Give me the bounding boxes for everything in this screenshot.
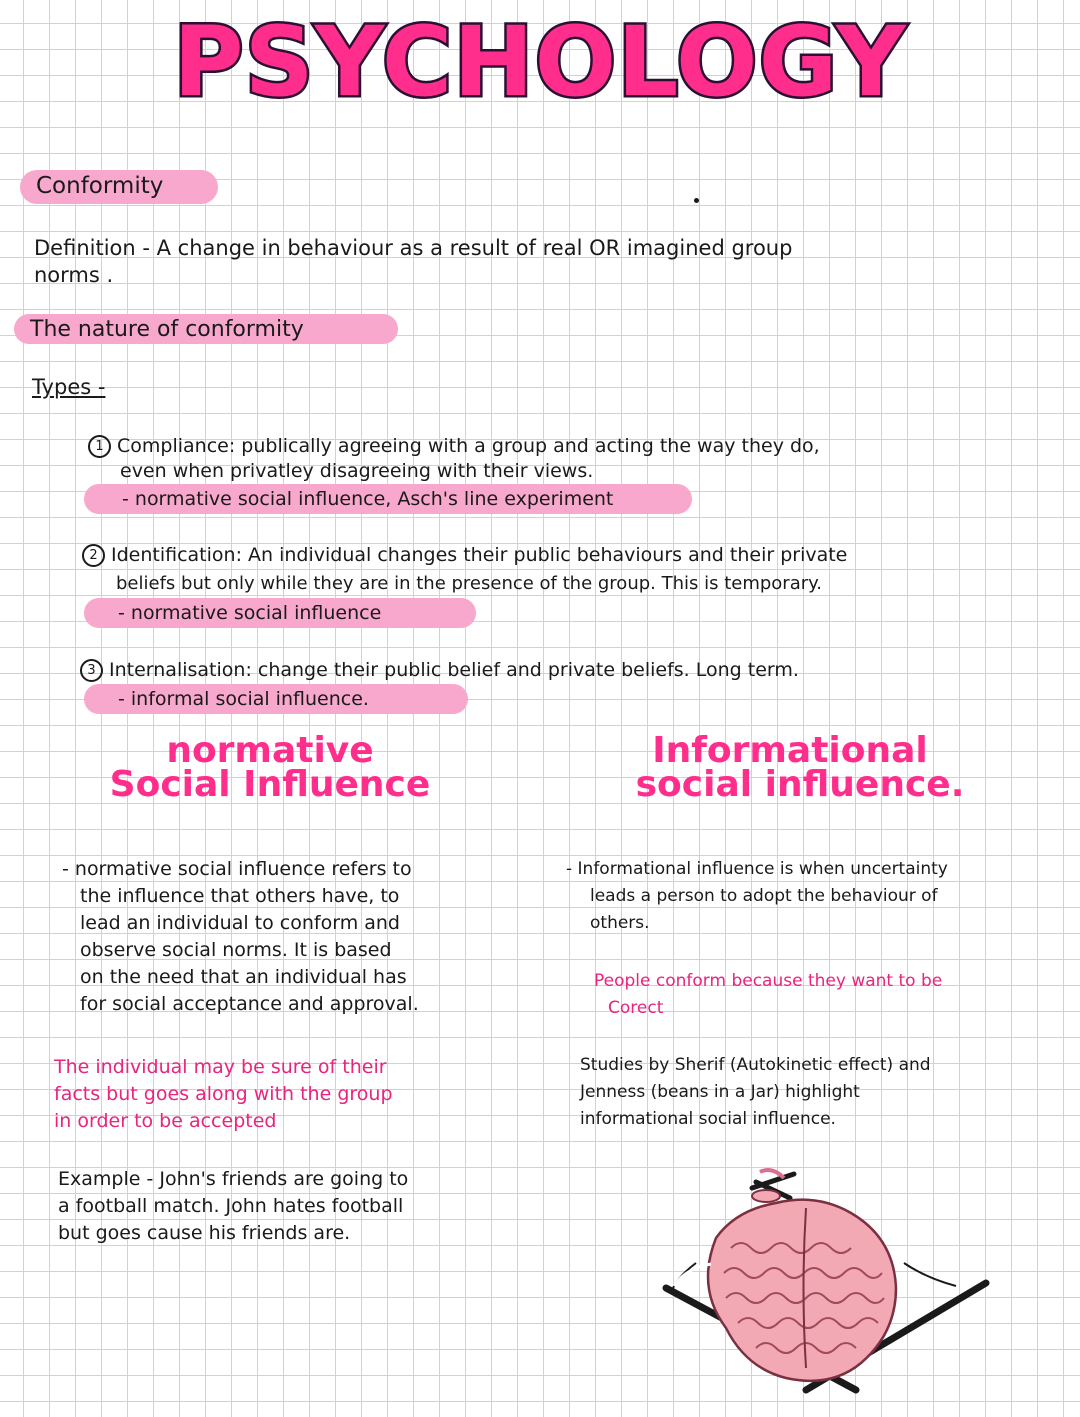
informational-line: - Informational influence is when uncertainty — [566, 859, 948, 879]
normative-paragraph — [62, 856, 522, 1018]
definition-line-1: Definition - A change in behaviour as a result of real OR imagined group — [34, 236, 793, 260]
internalisation-influence: - informal social influence. — [118, 688, 369, 710]
informational-heading-line-2: social influence. — [635, 764, 965, 805]
pink-note-line: Corect — [608, 998, 664, 1018]
number-3-icon: 3 — [80, 659, 103, 682]
informational-pink-note — [594, 968, 1064, 1022]
informational-paragraph — [566, 856, 1060, 937]
normative-line: for social acceptance and approval. — [80, 993, 419, 1015]
type-compliance-line-1: 1 Compliance: publically agreeing with a group and acting the way they do, — [88, 433, 820, 460]
brain-knitting-icon — [656, 1168, 1016, 1408]
pink-note-line: The individual may be sure of their — [54, 1056, 387, 1078]
normative-example — [58, 1166, 528, 1247]
studies-line: Studies by Sherif (Autokinetic effect) and — [580, 1055, 931, 1075]
types-label: Types - — [32, 375, 106, 399]
type-internalisation-line-1: 3 Internalisation: change their public belief and private beliefs. Long term. — [80, 657, 799, 684]
example-line: a football match. John hates football — [58, 1195, 404, 1217]
page-title: PSYCHOLOGY — [173, 6, 907, 118]
normative-line: observe social norms. It is based — [80, 939, 392, 961]
definition-line-2: norms . — [34, 263, 114, 287]
conformity-heading: Conformity — [36, 173, 164, 199]
nature-heading: The nature of conformity — [30, 317, 304, 342]
pink-note-line: in order to be accepted — [54, 1110, 277, 1132]
normative-line: lead an individual to conform and — [80, 912, 400, 934]
studies-line: Jenness (beans in a Jar) highlight — [580, 1082, 860, 1102]
example-line: but goes cause his friends are. — [58, 1222, 351, 1244]
type-identification-line-2: beliefs but only while they are in the presence of the group. This is temporary. — [116, 573, 822, 594]
type-identification-line-1: 2 Identification: An individual changes their public behaviours and their private — [82, 542, 847, 569]
pink-note-line: facts but goes along with the group — [54, 1083, 393, 1105]
studies-line: informational social influence. — [580, 1109, 836, 1129]
example-line: Example - John's friends are going to — [58, 1168, 409, 1190]
informational-line: others. — [590, 913, 650, 933]
informational-studies — [580, 1052, 1060, 1133]
pink-note-line: People conform because they want to be — [594, 971, 943, 991]
normative-line: on the need that an individual has — [80, 966, 407, 988]
informational-heading-line-1: Informational — [652, 730, 928, 771]
number-1-icon: 1 — [88, 435, 111, 458]
normative-line: - normative social influence refers to — [62, 858, 412, 880]
normative-line: the influence that others have, to — [80, 885, 400, 907]
stray-dot — [694, 198, 699, 203]
type-compliance-line-2: even when privatley disagreeing with their views. — [120, 460, 594, 482]
compliance-influence: - normative social influence, Asch's line experiment — [122, 488, 614, 510]
normative-heading-line-2: Social Influence — [109, 764, 431, 805]
informational-line: leads a person to adopt the behaviour of — [590, 886, 938, 906]
normative-heading-line-1: normative — [166, 730, 374, 771]
normative-pink-note — [54, 1054, 524, 1135]
number-2-icon: 2 — [82, 544, 105, 567]
identification-influence: - normative social influence — [118, 602, 382, 624]
